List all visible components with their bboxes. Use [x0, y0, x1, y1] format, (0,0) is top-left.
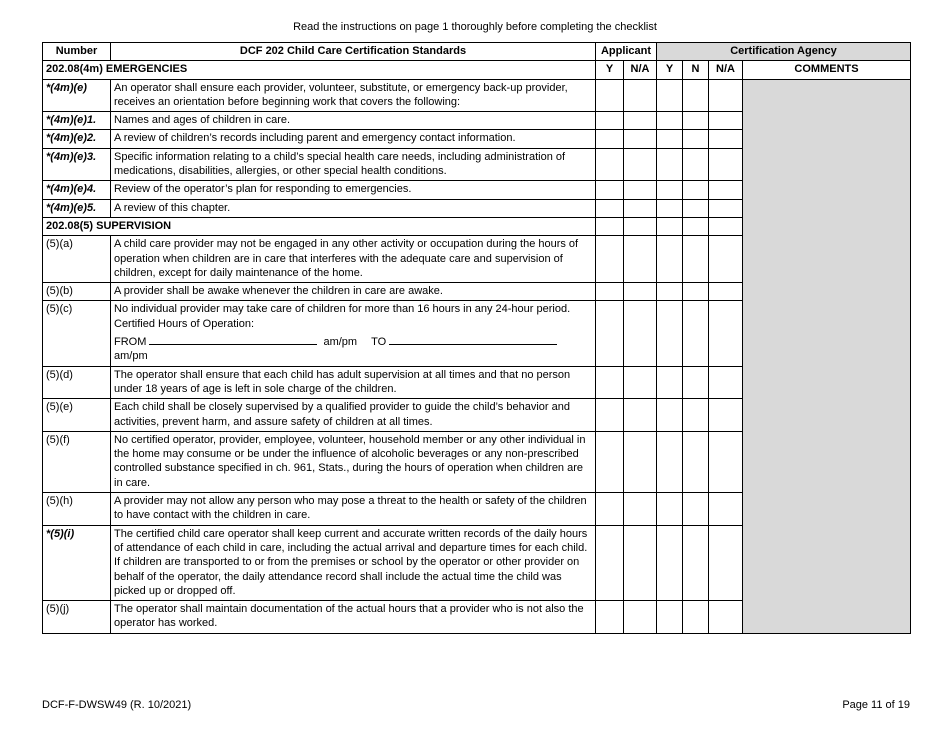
hours-from-field[interactable]	[149, 334, 317, 345]
checklist-body	[43, 79, 911, 633]
agency-y-cell[interactable]	[657, 148, 683, 181]
applicant-y-cell[interactable]	[596, 399, 624, 432]
agency-y-cell[interactable]	[657, 112, 683, 130]
agency-na-cell[interactable]	[709, 79, 743, 112]
agency-na-cell[interactable]	[709, 493, 743, 526]
agency-na-cell[interactable]	[709, 399, 743, 432]
applicant-y-cell[interactable]	[596, 601, 624, 634]
standard-text: No certified operator, provider, employee, volunteer, household member or any other individual in the home may consume or be under the influence of alcoholic beverages or any non-prescribed controlled substance specified in ch. 961, Stats., during the hours of operation when children are in care.	[111, 431, 596, 492]
agency-na-cell[interactable]	[709, 601, 743, 634]
applicant-na-cell[interactable]	[624, 130, 657, 148]
standard-text: The certified child care operator shall keep current and accurate written records of the daily hours of attendance of each child in care, including the actual arrival and departure times for each child. If children are transported to or from the premises or school by the operator or other provider on behalf of the operator, the daily attendance record shall include the actual time the child was picked up or dropped off.	[111, 525, 596, 600]
agency-n-cell[interactable]	[683, 366, 709, 399]
standard-number: (5)(b)	[43, 283, 111, 301]
agency-na-cell[interactable]	[709, 130, 743, 148]
agency-y-cell[interactable]	[657, 431, 683, 492]
applicant-na-cell[interactable]	[624, 493, 657, 526]
agency-y-cell[interactable]	[657, 181, 683, 199]
column-header-applicant: Applicant	[596, 43, 657, 61]
applicant-na-cell[interactable]	[624, 79, 657, 112]
agency-n-cell[interactable]	[683, 399, 709, 432]
agency-na-cell[interactable]	[709, 366, 743, 399]
standard-text: An operator shall ensure each provider, volunteer, substitute, or emergency back-up provider, receives an orientation before beginning work that covers the following:	[111, 79, 596, 112]
applicant-y-cell[interactable]	[596, 148, 624, 181]
standard-text: The operator shall maintain documentation of the actual hours that a provider who is not also the operator has worked.	[111, 601, 596, 634]
agency-y-cell[interactable]	[657, 199, 683, 217]
ampm-label: am/pm	[320, 336, 358, 349]
agency-y-cell[interactable]	[657, 366, 683, 399]
standard-text: No individual provider may take care of children for more than 16 hours in any 24-hour period. Certified Hours of Operation: FROM am/pm TO am/pm	[111, 301, 596, 366]
agency-y-cell[interactable]	[657, 283, 683, 301]
standard-number: (5)(a)	[43, 236, 111, 283]
comments-area[interactable]	[743, 79, 911, 633]
standard-text: A provider shall be awake whenever the children in care are awake.	[111, 283, 596, 301]
applicant-y-cell[interactable]	[596, 181, 624, 199]
agency-y-cell[interactable]	[657, 525, 683, 600]
column-header-certification-agency: Certification Agency	[657, 43, 911, 61]
standard-number: (5)(d)	[43, 366, 111, 399]
agency-n-cell[interactable]	[683, 601, 709, 634]
applicant-y-cell[interactable]	[596, 301, 624, 366]
page-number: Page 11 of 19	[842, 699, 910, 711]
standard-text: Specific information relating to a child’s special health care needs, including administration of medications, disabilities, allergies, or other special health conditions.	[111, 148, 596, 181]
applicant-na-cell[interactable]	[624, 148, 657, 181]
standard-number: (5)(e)	[43, 399, 111, 432]
standard-text: Names and ages of children in care.	[111, 112, 596, 130]
ampm-label: am/pm	[114, 350, 148, 363]
hours-to-field[interactable]	[389, 334, 557, 345]
section-title: 202.08(5) SUPERVISION	[43, 217, 596, 235]
agency-y-cell[interactable]	[657, 301, 683, 366]
agency-n-cell[interactable]	[683, 199, 709, 217]
standard-number: (5)(j)	[43, 601, 111, 634]
applicant-y-cell	[596, 217, 624, 235]
agency-n-cell[interactable]	[683, 79, 709, 112]
applicant-na-cell[interactable]	[624, 181, 657, 199]
applicant-na-cell[interactable]	[624, 283, 657, 301]
agency-n-cell[interactable]	[683, 525, 709, 600]
agency-y-cell[interactable]	[657, 399, 683, 432]
agency-na-cell[interactable]	[709, 283, 743, 301]
applicant-na-cell[interactable]	[624, 601, 657, 634]
applicant-na-cell[interactable]	[624, 399, 657, 432]
agency-na-cell[interactable]	[709, 236, 743, 283]
agency-y-cell[interactable]	[657, 493, 683, 526]
applicant-y-cell[interactable]	[596, 283, 624, 301]
standard-row	[43, 79, 911, 112]
applicant-y-cell[interactable]	[596, 493, 624, 526]
standard-text: A review of children’s records including parent and emergency contact information.	[111, 130, 596, 148]
column-header-standards: DCF 202 Child Care Certification Standards	[111, 43, 596, 61]
agency-y-cell[interactable]	[657, 236, 683, 283]
hours-of-operation-line	[114, 334, 592, 364]
to-label: TO	[371, 336, 387, 349]
applicant-na-cell[interactable]	[624, 112, 657, 130]
applicant-y-header: Y	[596, 61, 624, 79]
standard-number: (5)(f)	[43, 431, 111, 492]
standard-text: A review of this chapter.	[111, 199, 596, 217]
agency-n-header: N	[683, 61, 709, 79]
agency-y-cell[interactable]	[657, 79, 683, 112]
agency-na-cell[interactable]	[709, 199, 743, 217]
applicant-y-cell[interactable]	[596, 79, 624, 112]
applicant-y-cell[interactable]	[596, 366, 624, 399]
agency-n-cell[interactable]	[683, 493, 709, 526]
standard-text: A provider may not allow any person who may pose a threat to the health or safety of the children to have contact with the children in care.	[111, 493, 596, 526]
applicant-y-cell[interactable]	[596, 431, 624, 492]
agency-y-cell[interactable]	[657, 601, 683, 634]
applicant-y-cell[interactable]	[596, 525, 624, 600]
agency-y-cell	[657, 217, 683, 235]
standard-number: *(5)(i)	[43, 525, 111, 600]
section-title-emergencies: 202.08(4m) EMERGENCIES	[43, 61, 596, 79]
agency-n-cell[interactable]	[683, 431, 709, 492]
standard-number: *(4m)(e)	[43, 79, 111, 112]
applicant-na-cell[interactable]	[624, 301, 657, 366]
subheader-row	[43, 61, 911, 79]
standard-number: *(4m)(e)3.	[43, 148, 111, 181]
standard-number: *(4m)(e)4.	[43, 181, 111, 199]
agency-n-cell[interactable]	[683, 148, 709, 181]
agency-n-cell	[683, 217, 709, 235]
agency-n-cell[interactable]	[683, 283, 709, 301]
standard-number: (5)(h)	[43, 493, 111, 526]
page-footer	[42, 699, 910, 711]
agency-na-cell[interactable]	[709, 148, 743, 181]
applicant-na-cell[interactable]	[624, 431, 657, 492]
applicant-na-header: N/A	[624, 61, 657, 79]
agency-na-header: N/A	[709, 61, 743, 79]
applicant-na-cell	[624, 217, 657, 235]
applicant-y-cell[interactable]	[596, 236, 624, 283]
agency-n-cell[interactable]	[683, 130, 709, 148]
comments-header: COMMENTS	[743, 61, 911, 79]
standard-number: *(4m)(e)2.	[43, 130, 111, 148]
standard-text: Review of the operator’s plan for responding to emergencies.	[111, 181, 596, 199]
agency-y-cell[interactable]	[657, 130, 683, 148]
agency-y-header: Y	[657, 61, 683, 79]
table-header-row	[43, 43, 911, 61]
agency-na-cell	[709, 217, 743, 235]
instructions-note: Read the instructions on page 1 thoroughly before completing the checklist	[293, 21, 657, 33]
agency-na-cell[interactable]	[709, 112, 743, 130]
standard-text: A child care provider may not be engaged in any other activity or occupation during the hours of operation when children are in care that interferes with the adequate care and supervision of children, except for daily maintenance of the home.	[111, 236, 596, 283]
column-header-number: Number	[43, 43, 111, 61]
standard-number: (5)(c)	[43, 301, 111, 366]
agency-na-cell[interactable]	[709, 431, 743, 492]
applicant-na-cell[interactable]	[624, 199, 657, 217]
agency-n-cell[interactable]	[683, 236, 709, 283]
agency-na-cell[interactable]	[709, 525, 743, 600]
applicant-y-cell[interactable]	[596, 112, 624, 130]
applicant-na-cell[interactable]	[624, 525, 657, 600]
agency-n-cell[interactable]	[683, 301, 709, 366]
applicant-na-cell[interactable]	[624, 366, 657, 399]
form-number: DCF-F-DWSW49 (R. 10/2021)	[42, 699, 192, 711]
checklist-table	[42, 42, 911, 634]
applicant-y-cell[interactable]	[596, 199, 624, 217]
standard-number: *(4m)(e)1.	[43, 112, 111, 130]
standard-text: Each child shall be closely supervised by a qualified provider to guide the child’s behavior and activities, prevent harm, and assure safety of children at all times.	[111, 399, 596, 432]
agency-n-cell[interactable]	[683, 181, 709, 199]
standard-text: The operator shall ensure that each child has adult supervision at all times and that no person under 18 years of age is left in sole charge of the children.	[111, 366, 596, 399]
applicant-y-cell[interactable]	[596, 130, 624, 148]
agency-na-cell[interactable]	[709, 301, 743, 366]
agency-n-cell[interactable]	[683, 112, 709, 130]
standard-number: *(4m)(e)5.	[43, 199, 111, 217]
applicant-na-cell[interactable]	[624, 236, 657, 283]
agency-na-cell[interactable]	[709, 181, 743, 199]
from-label: FROM	[114, 336, 147, 349]
